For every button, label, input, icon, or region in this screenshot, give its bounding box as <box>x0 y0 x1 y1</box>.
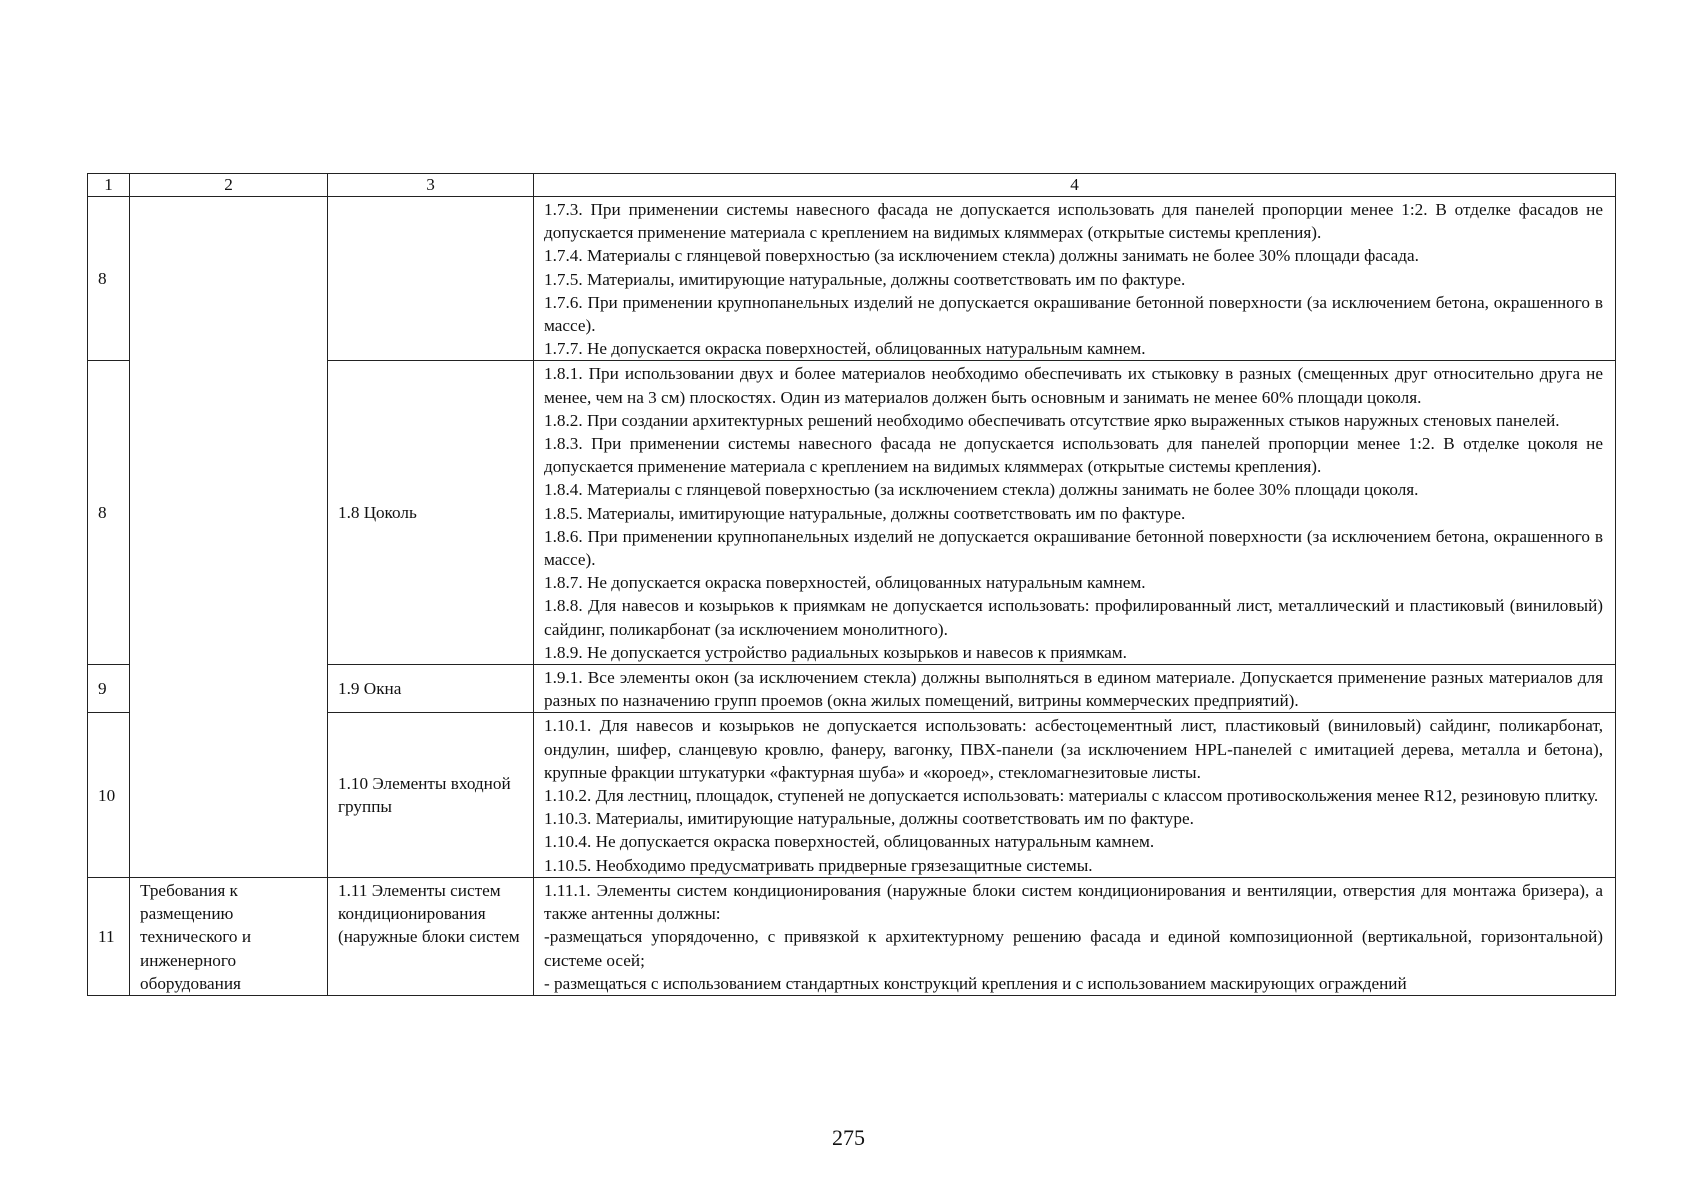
requirements-text-cell <box>534 361 1616 665</box>
requirements-text-cell <box>534 665 1616 713</box>
requirement-item: 1.8.8. Для навесов и козырьков к приямкам не допускается использовать: профилированный лист, металлический и пластиковый (виниловый) сайдинг, поликарбонат (за исключением монолитного). <box>544 596 1603 639</box>
requirement-item: 1.8.2. При создании архитектурных решений необходимо обеспечивать отсутствие ярко выраженных стыков наружных стеновых панелей. <box>544 410 1560 430</box>
row-number: 9 <box>88 665 130 713</box>
requirement-item: 1.10.4. Не допускается окраска поверхностей, облицованных натуральным камнем. <box>544 832 1155 852</box>
element-cell: 1.9 Окна <box>328 665 534 713</box>
row-number: 8 <box>88 361 130 665</box>
page-number: 275 <box>832 1125 865 1150</box>
element-cell: 1.8 Цоколь <box>328 361 534 665</box>
table-row <box>88 197 1616 361</box>
element-cell <box>328 197 534 361</box>
table-header-row <box>88 174 1616 197</box>
requirements-table <box>87 173 1616 996</box>
requirements-text-cell <box>534 877 1616 995</box>
requirement-item: 1.8.9. Не допускается устройство радиальных козырьков и навесов к приямкам. <box>544 642 1127 662</box>
requirement-item: 1.7.6. При применении крупнопанельных изделий не допускается окрашивание бетонной поверхности (за исключением бетона, окрашенного в массе). <box>544 292 1603 336</box>
requirement-item: 1.10.2. Для лестниц, площадок, ступеней не допускается использовать: материалы с классом противоскольжения менее R12, резиновую плитку. <box>544 786 1599 806</box>
requirement-item: 1.7.7. Не допускается окраска поверхностей, облицованных натуральным камнем. <box>544 339 1146 359</box>
element-cell: 1.10 Элементы входной группы <box>328 713 534 877</box>
header-cell: 1 <box>88 174 130 197</box>
requirement-item: 1.9.1. Все элементы окон (за исключением стекла) должны выполняться в едином материале. Допускается применение разных материалов для разных по назначению групп проемов (окна жилых помещений, витрины коммерческих предприятий). <box>544 668 1603 711</box>
requirement-cell <box>130 197 328 878</box>
requirement-item: 1.8.6. При применении крупнопанельных изделий не допускается окрашивание бетонной поверхности (за исключением бетона, окрашенного в массе). <box>544 526 1603 570</box>
requirement-item: 1.7.3. При применении системы навесного фасада не допускается использовать для панелей пропорции менее 1:2. В отделке фасадов не допускается применение материала с креплением на видимых кляммерах (открытые системы крепления). <box>544 200 1603 243</box>
requirements-text-cell <box>534 713 1616 877</box>
requirement-cell: Требования к размещению технического и инженерного оборудования <box>130 877 328 995</box>
requirements-text-cell <box>534 197 1616 361</box>
requirement-item: -размещаться упорядоченно, с привязкой к архитектурному решению фасада и единой композиционной (вертикальной, горизонтальной) системе осей; <box>544 927 1603 970</box>
requirement-item: 1.11.1. Элементы систем кондиционирования (наружные блоки систем кондиционирования и вентиляции, отверстия для монтажа бризера), а также антенны должны: <box>544 880 1603 924</box>
requirement-item: 1.8.1. При использовании двух и более материалов необходимо обеспечивать их стыковку в разных (смещенных друг относительно друга не менее, чем на 3 см) плоскостях. Один из материалов должен быть основным и занимать не менее 60% площади цоколя. <box>544 364 1603 407</box>
requirement-item: 1.10.5. Необходимо предусматривать придверные грязезащитные системы. <box>544 855 1093 875</box>
requirement-item: - размещаться с использованием стандартных конструкций крепления и с использованием маскирующих ограждений <box>544 973 1407 993</box>
requirement-item: 1.8.7. Не допускается окраска поверхностей, облицованных натуральным камнем. <box>544 573 1146 593</box>
element-cell: 1.11 Элементы систем кондиционирования (наружные блоки систем <box>328 877 534 995</box>
header-cell: 4 <box>534 174 1616 197</box>
requirement-item: 1.10.1. Для навесов и козырьков не допускается использовать: асбестоцементный лист, пластиковый (виниловый) сайдинг, поликарбонат, ондулин, шифер, сланцевую кровлю, фанеру, вагонку, ПВХ-панели (за исключением HPL-панелей с имитацией дерева, металла и бетона), крупные фракции штукатурки «фактурная шуба» и «короед», стекломагнезитовые листы. <box>544 716 1603 782</box>
header-cell: 2 <box>130 174 328 197</box>
requirement-item: 1.10.3. Материалы, имитирующие натуральные, должны соответствовать им по фактуре. <box>544 809 1194 829</box>
requirement-item: 1.7.5. Материалы, имитирующие натуральные, должны соответствовать им по фактуре. <box>544 269 1186 289</box>
requirement-item: 1.8.3. При применении системы навесного фасада не допускается использовать для панелей пропорции менее 1:2. В отделке цоколя не допускается применение материала с креплением на видимых кляммерах (открытые системы крепления). <box>544 434 1603 477</box>
row-number: 11 <box>88 877 130 995</box>
table-row <box>88 877 1616 995</box>
row-number: 10 <box>88 713 130 877</box>
header-cell: 3 <box>328 174 534 197</box>
requirement-item: 1.8.5. Материалы, имитирующие натуральные, должны соответствовать им по фактуре. <box>544 503 1186 523</box>
row-number: 8 <box>88 197 130 361</box>
requirement-item: 1.7.4. Материалы с глянцевой поверхностью (за исключением стекла) должны занимать не более 30% площади фасада. <box>544 246 1419 266</box>
requirement-item: 1.8.4. Материалы с глянцевой поверхностью (за исключением стекла) должны занимать не более 30% площади цоколя. <box>544 480 1419 500</box>
